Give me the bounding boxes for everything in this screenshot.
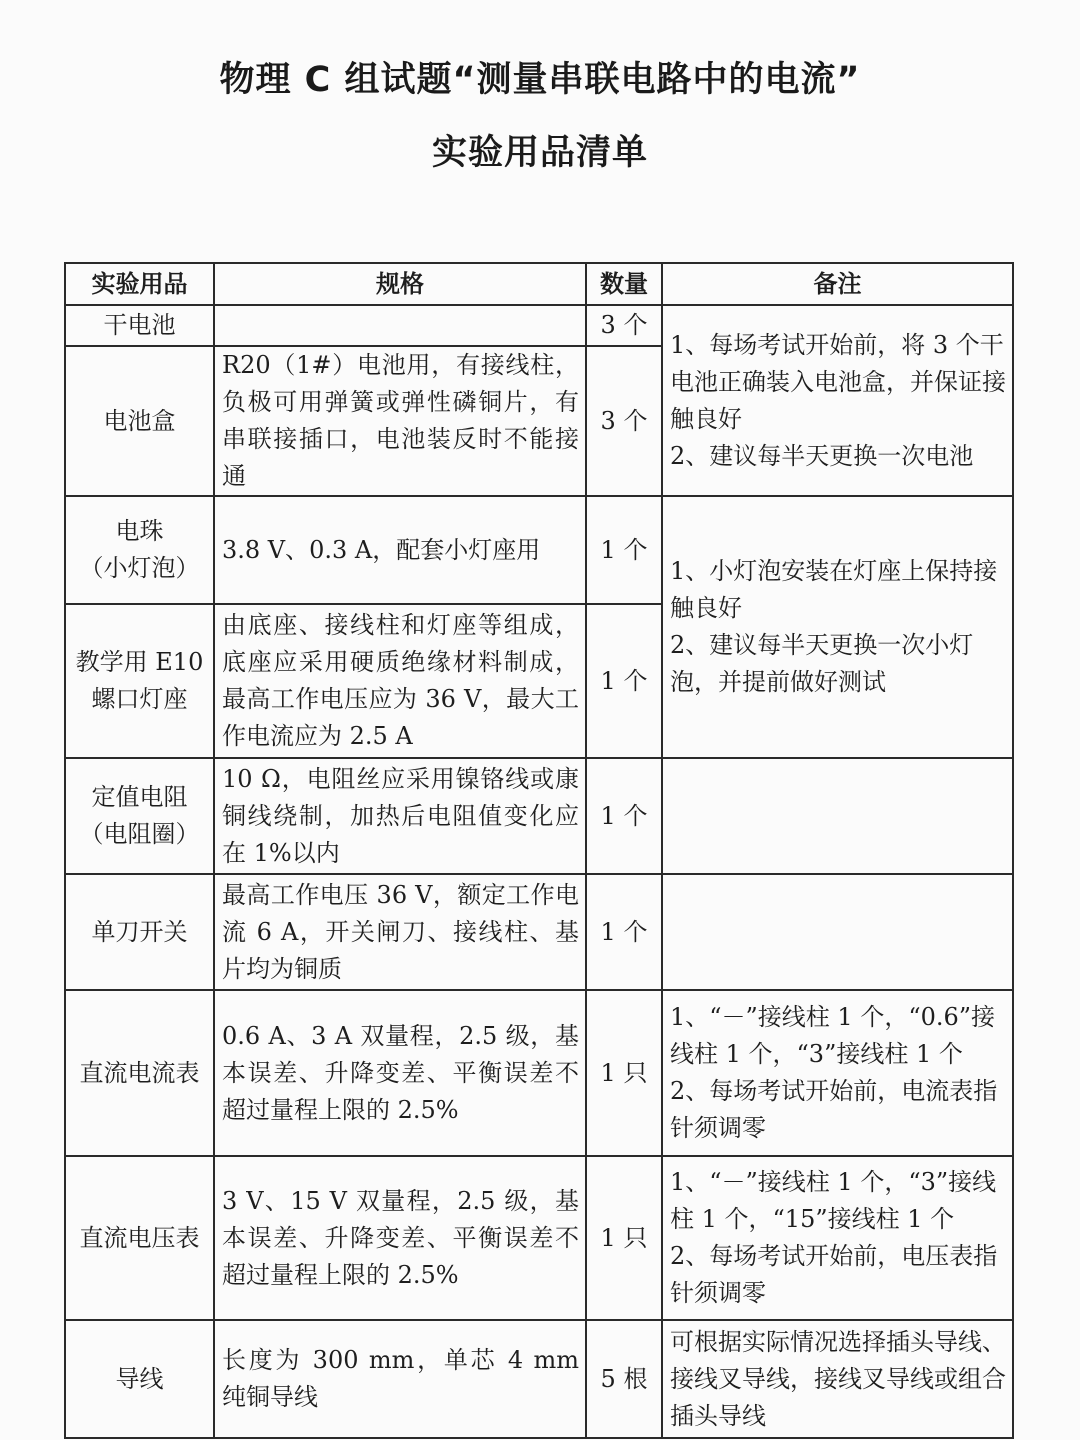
- document-subtitle: 实验用品清单: [431, 133, 648, 173]
- item-spec: 由底座、接线柱和灯座等组成，底座应采用硬质绝缘材料制成，最高工作电压应为 36 V，最大工作电流应为 2.5 A: [214, 604, 586, 758]
- table-row: [65, 1320, 1013, 1438]
- table-row: [65, 758, 1013, 874]
- item-name: [65, 990, 214, 1156]
- item-note: [662, 305, 1013, 496]
- note-line: 2、每场考试开始前，电流表指针须调零: [670, 1077, 998, 1142]
- item-spec: 3.8 V、0.3 A，配套小灯座用: [214, 496, 586, 604]
- item-name: [65, 305, 214, 346]
- item-qty: 1 个: [586, 758, 662, 874]
- item-name: [65, 1156, 214, 1320]
- header-item: 实验用品: [65, 263, 214, 305]
- item-spec: 0.6 A、3 A 双量程，2.5 级，基本误差、升降变差、平衡误差不超过量程上限的 2.5%: [214, 990, 586, 1156]
- item-name: [65, 496, 214, 604]
- item-note: [662, 990, 1013, 1156]
- item-name: [65, 758, 214, 874]
- item-name-line: 干电池: [103, 311, 176, 339]
- item-name-line: （电阻圈）: [79, 820, 200, 848]
- item-spec: [214, 305, 586, 346]
- item-name-line: 螺口灯座: [91, 685, 188, 713]
- header-qty: 数量: [586, 263, 662, 305]
- item-qty: 3 个: [586, 305, 662, 346]
- item-spec: 3 V、15 V 双量程，2.5 级，基本误差、升降变差、平衡误差不超过量程上限的 2.5%: [214, 1156, 586, 1320]
- table-row: [65, 496, 1013, 604]
- item-qty: 1 只: [586, 990, 662, 1156]
- item-note: [662, 496, 1013, 758]
- item-qty: 1 个: [586, 874, 662, 990]
- item-qty: 1 个: [586, 496, 662, 604]
- item-name: [65, 604, 214, 758]
- note-line: 2、每场考试开始前，电压表指针须调零: [670, 1242, 998, 1307]
- item-note: [662, 1156, 1013, 1320]
- item-qty: 1 只: [586, 1156, 662, 1320]
- item-name-line: 定值电阻: [91, 783, 188, 811]
- item-qty: 5 根: [586, 1320, 662, 1438]
- table-row: [65, 1156, 1013, 1320]
- item-name-line: 电珠: [115, 517, 164, 545]
- item-note: [662, 1320, 1013, 1438]
- table-row: [65, 305, 1013, 346]
- item-spec: 长度为 300 mm，单芯 4 mm 纯铜导线: [214, 1320, 586, 1438]
- note-line: 1、小灯泡安装在灯座上保持接触良好: [670, 557, 998, 622]
- item-note: [662, 758, 1013, 874]
- table-header-row: [65, 263, 1013, 305]
- item-spec: 最高工作电压 36 V，额定工作电流 6 A，开关闸刀、接线柱、基片均为铜质: [214, 874, 586, 990]
- note-line: 1、“－”接线柱 1 个，“0.6”接线柱 1 个，“3”接线柱 1 个: [670, 1003, 996, 1068]
- item-name-line: （小灯泡）: [79, 554, 200, 582]
- header-note: 备注: [662, 263, 1013, 305]
- item-name-line: 电池盒: [103, 406, 176, 435]
- item-name: [65, 874, 214, 990]
- item-note: [662, 874, 1013, 990]
- note-line: 1、“－”接线柱 1 个，“3”接线柱 1 个，“15”接线柱 1 个: [670, 1168, 997, 1233]
- header-spec: 规格: [214, 263, 586, 305]
- note-line: 2、建议每半天更换一次小灯泡，并提前做好测试: [670, 631, 974, 696]
- table-row: [65, 990, 1013, 1156]
- note-line: 1、每场考试开始前，将 3 个干电池正确装入电池盒，并保证接触良好: [670, 330, 1006, 433]
- note-line: 可根据实际情况选择插头导线、接线叉导线，接线叉导线或组合插头导线: [670, 1327, 1006, 1430]
- item-name-line: 单刀开关: [91, 917, 188, 946]
- equipment-table: [64, 262, 1014, 1439]
- item-name-line: 直流电压表: [79, 1223, 200, 1252]
- document-title: 物理 C 组试题“测量串联电路中的电流”: [219, 60, 861, 100]
- note-line: 2、建议每半天更换一次电池: [670, 441, 974, 470]
- item-name: [65, 346, 214, 496]
- item-qty: 1 个: [586, 604, 662, 758]
- item-spec: 10 Ω，电阻丝应采用镍铬线或康铜线绕制，加热后电阻值变化应在 1%以内: [214, 758, 586, 874]
- item-name-line: 直流电流表: [79, 1058, 200, 1087]
- item-spec: R20（1#）电池用，有接线柱，负极可用弹簧或弹性磷铜片，有串联接插口，电池装反时不能接通: [214, 346, 586, 496]
- item-name-line: 教学用 E10: [75, 648, 204, 676]
- item-name-line: 导线: [115, 1364, 164, 1393]
- table-row: [65, 874, 1013, 990]
- item-name: [65, 1320, 214, 1438]
- item-qty: 3 个: [586, 346, 662, 496]
